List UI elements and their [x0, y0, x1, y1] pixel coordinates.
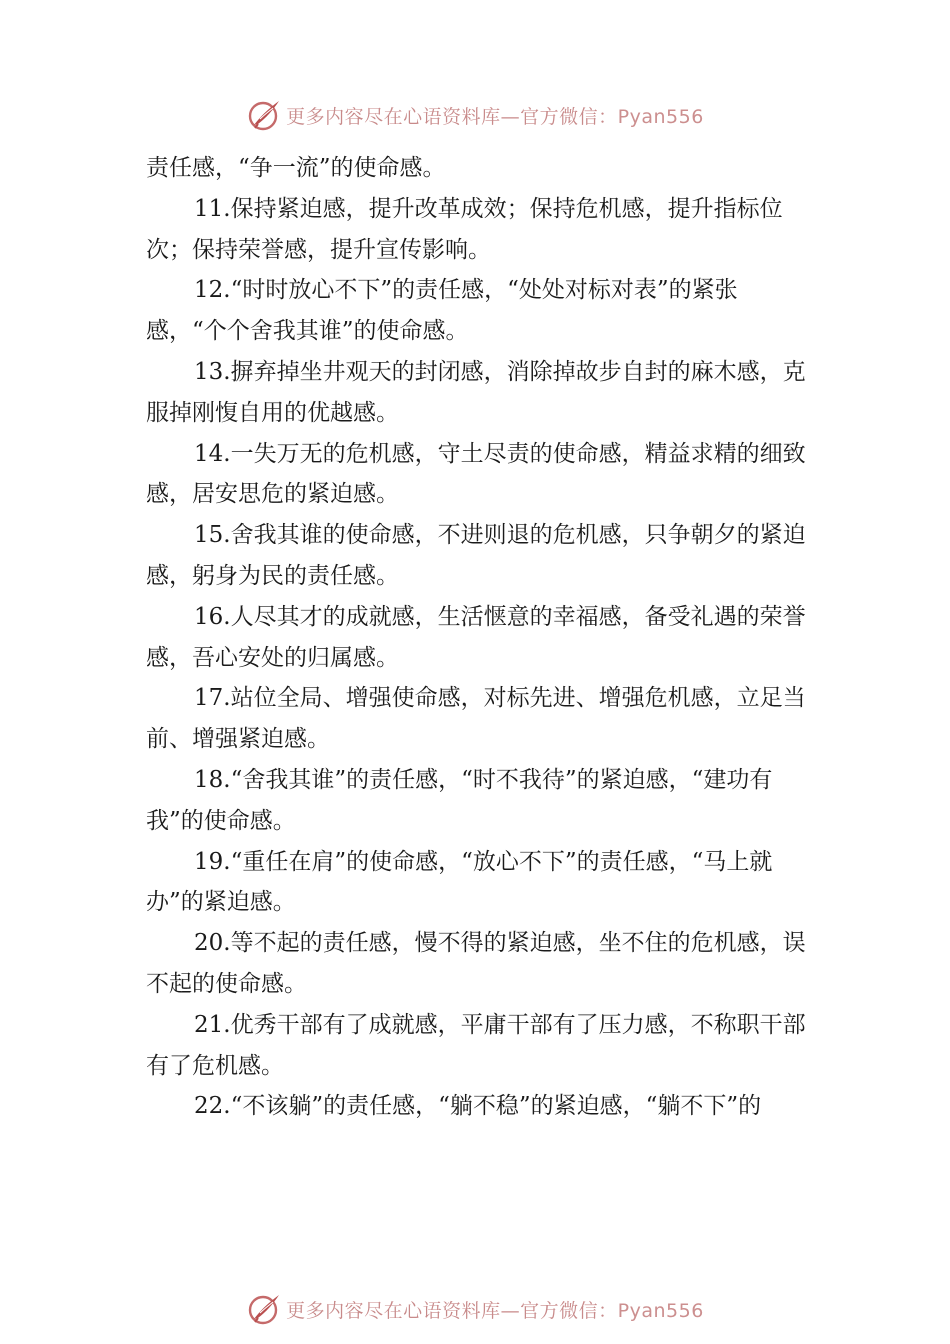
quill-logo-icon	[246, 97, 282, 133]
banner-text: 更多内容尽在心语资料库—官方微信：Pyan556	[286, 105, 704, 128]
paragraph: 责任感，“争一流”的使命感。	[146, 155, 446, 181]
paragraph: 18.“舍我其谁”的责任感，“时不我待”的紧迫感，“建功有我”的使命感。	[146, 766, 773, 834]
paragraph: 19.“重任在肩”的使命感，“放心不下”的责任感，“马上就办”的紧迫感。	[146, 848, 773, 916]
banner-text: 更多内容尽在心语资料库—官方微信：Pyan556	[286, 1299, 704, 1322]
paragraph: 15.舍我其谁的使命感，不进则退的危机感，只争朝夕的紧迫感，躬身为民的责任感。	[146, 522, 806, 589]
paragraph: 11.保持紧迫感，提升改革成效；保持危机感，提升指标位次；保持荣誉感，提升宣传影响。	[146, 195, 783, 263]
paragraph: 17.站位全局、增强使命感，对标先进、增强危机感，立足当前、增强紧迫感。	[146, 685, 806, 753]
document-body	[146, 148, 816, 1127]
paragraph: 14.一失万无的危机感，守土尽责的使命感，精益求精的细致感，居安思危的紧迫感。	[146, 440, 806, 508]
paragraph: 13.摒弃掉坐井观天的封闭感，消除掉故步自封的麻木感，克服掉刚愎自用的优越感。	[146, 358, 806, 426]
footer-banner	[0, 1289, 950, 1329]
paragraph: 12.“时时放心不下”的责任感，“处处对标对表”的紧张感，“个个舍我其谁”的使命感。	[146, 277, 738, 345]
wechat-id: Pyan556	[617, 105, 704, 128]
header-banner	[0, 95, 950, 135]
paragraph: 20.等不起的责任感，慢不得的紧迫感，坐不住的危机感，误不起的使命感。	[146, 930, 806, 997]
wechat-id: Pyan556	[617, 1299, 704, 1322]
paragraph: 16.人尽其才的成就感，生活惬意的幸福感，备受礼遇的荣誉感，吾心安处的归属感。	[146, 603, 806, 671]
paragraph: 21.优秀干部有了成就感，平庸干部有了压力感，不称职干部有了危机感。	[146, 1011, 806, 1079]
quill-logo-icon	[246, 1291, 282, 1327]
paragraph: 22.“不该躺”的责任感，“躺不稳”的紧迫感，“躺不下”的	[194, 1093, 762, 1120]
